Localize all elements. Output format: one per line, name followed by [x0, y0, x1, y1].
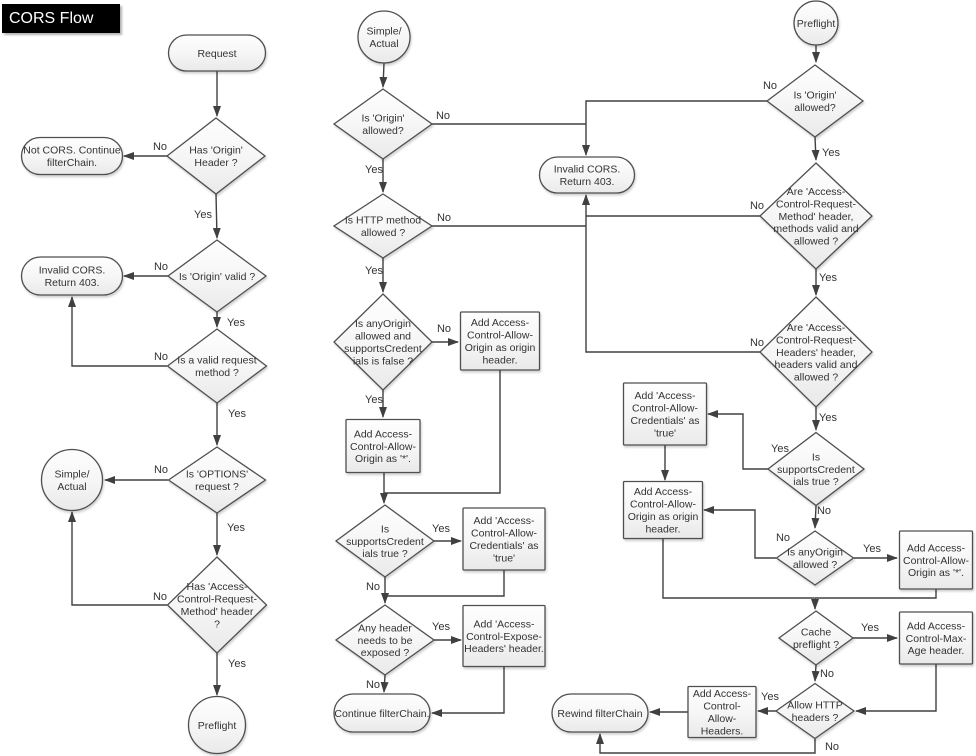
node-is-anyorigin-allowed-label — [787, 547, 843, 571]
edge-label-valid-method-yes: Yes — [228, 408, 246, 420]
edge-label-supportscred-right-no: No — [816, 505, 832, 517]
node-label-line: Add Access- — [353, 428, 413, 441]
node-label-line: allowed and — [354, 330, 412, 343]
node-label-line: Control-Allow- — [350, 440, 416, 453]
node-allow-http-headers-label — [787, 700, 842, 724]
connector-supportscred-right-no — [815, 506, 816, 528]
edge-label-allowhttp-no: No — [824, 741, 840, 753]
node-label-line: headers valid and — [774, 359, 858, 372]
edge-label-anyorigin-cred-yes: Yes — [365, 394, 383, 406]
node-any-header-exposed-label — [358, 622, 413, 659]
node-label-line: 'true' — [653, 427, 677, 440]
connector-has-origin-yes — [216, 194, 217, 238]
node-is-origin-valid-label — [179, 271, 256, 283]
node-is-origin-allowed-mid-label — [361, 113, 404, 137]
edge-label-origin-allowed-mid-yes: Yes — [365, 164, 383, 176]
edge-label-origin-allowed-mid-no: No — [435, 110, 451, 122]
edge-label-anyorigin-cred-no: No — [436, 323, 452, 335]
node-label-line: Is 'Origin' valid ? — [178, 270, 256, 283]
node-label-line: Is anyOrigin — [354, 318, 412, 331]
edge-label-acrh-no: No — [749, 337, 765, 349]
connector-simple-actual-down-mid — [383, 63, 384, 87]
node-rewind-filterchain-label — [557, 708, 642, 720]
edge-label-options-no: No — [153, 464, 169, 476]
node-label-line: Actual — [57, 481, 87, 493]
node-label-line: Invalid CORS. — [553, 163, 621, 176]
node-label-line: Has 'Origin' — [189, 144, 243, 157]
node-label-line: Headers. — [700, 725, 744, 738]
node-label-line: Method' header, — [778, 210, 854, 223]
node-label-line: needs to be — [357, 634, 413, 647]
node-label-line: Are 'Access- — [786, 186, 846, 198]
node-label-line: Add 'Access- — [634, 390, 696, 403]
node-label-line: Is — [380, 523, 390, 536]
node-label-line: preflight ? — [792, 639, 840, 651]
node-label-line: Preflight — [197, 719, 237, 732]
node-label-line: Actual — [369, 38, 399, 50]
node-label-line: Continue filterChain. — [334, 707, 430, 720]
edge-label-valid-method-no: No — [153, 351, 169, 363]
edge-label-anyorigin-right-no: No — [775, 532, 791, 544]
node-label-line: ials true ? — [362, 548, 408, 561]
node-label-line: Control-Allow- — [903, 554, 969, 567]
node-label-line: Simple/ — [366, 25, 402, 38]
edge-label-cache-yes: Yes — [861, 622, 879, 634]
node-label-line: Return 403. — [44, 277, 100, 289]
node-label-line: Add 'Access- — [473, 618, 535, 631]
edge-label-any-header-yes: Yes — [432, 621, 450, 633]
node-label-line: Control-Allow- — [630, 498, 696, 511]
node-label-line: Control- — [703, 700, 741, 713]
node-label-line: method ? — [195, 367, 239, 379]
connector-origin-allowed-right-no — [586, 101, 767, 155]
node-label-line: Control-Allow- — [632, 402, 698, 415]
node-label-line: Control-Request- — [177, 593, 257, 606]
node-label-line: Headers' header. — [464, 643, 544, 656]
node-label-line: Credentials' as — [469, 540, 539, 552]
node-label-line: Not CORS. Continue — [23, 144, 121, 157]
node-label-line: Is HTTP method — [344, 214, 422, 227]
edge-label-has-acrm-yes: Yes — [228, 658, 246, 670]
node-label-line: Origin as '*'. — [355, 453, 411, 466]
node-label-line: Add Access- — [692, 688, 752, 701]
node-label-line: Request — [197, 47, 237, 60]
node-label-line: Allow HTTP — [787, 699, 843, 712]
node-label-line: Are 'Access- — [786, 322, 846, 334]
node-label-line: allowed? — [362, 125, 404, 137]
node-label-line: Add Access- — [470, 317, 530, 330]
connector-origin-allowed-right-yes — [815, 137, 816, 160]
connector-anyorigin-right-no — [704, 510, 776, 558]
node-label-line: Credentials' as — [630, 415, 700, 427]
edge-label-any-header-no: No — [365, 679, 381, 691]
edge-label-supportscred-mid-no: No — [365, 581, 381, 593]
node-is-anyorigin-and-supportscredentials-false-label — [344, 318, 422, 367]
node-add-acao-star-right-label — [903, 542, 969, 579]
node-label-line: methods valid and — [773, 223, 859, 236]
connector-acma-to-allowhttp — [856, 664, 936, 711]
edge-label-supportscred-mid-yes: Yes — [432, 523, 450, 535]
node-simple-actual-mid-label — [366, 26, 401, 50]
edge-label-http-method-no: No — [436, 212, 452, 224]
node-label-line: Control-Expose- — [466, 630, 542, 643]
edge-label-has-acrm-no: No — [152, 591, 168, 603]
node-label-line: header. — [645, 523, 681, 536]
connector-aceh-to-continue — [432, 667, 504, 713]
node-label-line: Rewind filterChain — [557, 707, 643, 720]
node-label-line: Method' header — [180, 606, 254, 618]
node-label-line: Simple/ — [54, 468, 90, 481]
connector-acrh-no — [586, 195, 760, 352]
node-is-options-request-label — [186, 469, 248, 493]
node-label-line: exposed ? — [360, 647, 410, 660]
node-label-line: headers ? — [791, 712, 839, 724]
node-label-line: Invalid CORS. — [38, 264, 106, 277]
edge-label-allowhttp-yes: Yes — [761, 691, 779, 703]
node-label-line: Return 403. — [559, 176, 615, 188]
node-label-line: Is 'OPTIONS' — [185, 468, 249, 481]
node-label-line: Preflight — [796, 17, 836, 30]
node-label-line: Add Access- — [906, 620, 966, 633]
node-label-line: filterChain. — [46, 157, 98, 169]
edge-label-origin-allowed-right-yes: Yes — [822, 147, 840, 159]
connector-acac-return-mid — [386, 570, 504, 596]
node-label-line: request ? — [195, 481, 239, 493]
node-preflight-left-label — [198, 720, 237, 732]
node-label-line: Any header — [358, 622, 412, 635]
edge-label-anyorigin-right-yes: Yes — [863, 543, 881, 555]
edge-label-has-origin-no: No — [152, 141, 168, 153]
node-label-line: supportsCredent — [346, 535, 424, 548]
connector-cache-no — [815, 665, 816, 681]
connector-any-header-no — [384, 675, 385, 692]
edge-label-acrm-yes: Yes — [819, 272, 837, 284]
node-invalid-cors-403-mid-label — [554, 164, 621, 188]
node-label-line: Origin as origin — [464, 342, 536, 354]
node-label-line: ials true ? — [793, 476, 839, 489]
node-label-line: Control-Allow- — [471, 527, 537, 540]
node-simple-actual-left-label — [54, 469, 89, 493]
node-label-line: allowed ? — [793, 235, 839, 248]
node-continue-filterchain-label — [334, 708, 429, 720]
connector-acao-star-to-cache — [815, 589, 936, 609]
edge-label-supportscred-right-yes: Yes — [771, 443, 789, 455]
edge-label-http-method-yes: Yes — [365, 265, 383, 277]
node-is-origin-allowed-right-label — [793, 90, 836, 114]
node-label-line: allowed ? — [360, 227, 406, 239]
node-invalid-cors-403-left-label — [39, 265, 106, 289]
node-label-line: Cache — [800, 626, 832, 639]
connector-valid-method-no — [72, 297, 167, 366]
node-add-acma-header-label — [906, 620, 967, 657]
edge-label-acrh-yes: Yes — [819, 412, 837, 424]
node-label-line: Headers' header, — [776, 346, 856, 359]
edge-label-origin-allowed-right-no: No — [762, 80, 778, 92]
node-label-line: ? — [214, 618, 220, 631]
node-label-line: Origin as origin — [627, 511, 699, 523]
node-label-line: Control-Allow- — [467, 329, 533, 342]
node-label-line: Age header. — [907, 645, 965, 658]
node-label-line: Add Access- — [633, 486, 693, 499]
node-label-line: Is — [811, 451, 821, 464]
node-request-label — [197, 48, 236, 60]
node-label-line: allowed ? — [793, 371, 839, 384]
edge-label-acrm-no: No — [749, 200, 765, 212]
node-label-line: ials is false ? — [352, 355, 414, 368]
node-add-acao-star-mid-label — [350, 428, 416, 465]
connector-supportscred-right-yes — [708, 414, 768, 469]
node-label-line: Allow- — [707, 713, 737, 725]
edge-label-origin-valid-no: No — [153, 261, 169, 273]
node-label-line: Has 'Access- — [186, 581, 248, 594]
node-label-line: Is a valid request — [177, 354, 257, 367]
chart-title: CORS Flow Chart — [2, 4, 120, 33]
edge-label-options-yes: Yes — [227, 522, 245, 534]
node-label-line: Is anyOrigin — [786, 546, 844, 559]
node-label-line: allowed ? — [792, 559, 838, 571]
edge-label-cache-no: No — [819, 668, 835, 680]
node-label-line: Header ? — [194, 157, 238, 169]
node-label-line: Is 'Origin' — [793, 89, 837, 102]
node-label-line: allowed? — [794, 102, 836, 114]
edge-label-origin-valid-yes: Yes — [227, 317, 245, 329]
node-label-line: Control-Max- — [905, 632, 967, 645]
node-label-line: 'true' — [492, 552, 516, 565]
node-label-line: Origin as '*'. — [908, 567, 964, 580]
node-preflight-right-label — [797, 18, 836, 30]
node-label-line: Control-Request- — [776, 198, 856, 211]
node-label-line: supportsCredent — [344, 343, 422, 355]
node-label-line: Add Access- — [906, 542, 966, 555]
node-label-line: header. — [482, 354, 518, 367]
node-add-aceh-header-label — [464, 618, 544, 655]
edge-label-has-origin-yes: Yes — [194, 209, 212, 221]
node-has-origin-header-label — [189, 145, 243, 169]
node-label-line: Is 'Origin' — [361, 112, 405, 125]
node-label-line: Control-Request- — [776, 334, 856, 347]
node-label-line: Add 'Access- — [473, 515, 535, 528]
node-label-line: supportsCredent — [777, 463, 855, 476]
